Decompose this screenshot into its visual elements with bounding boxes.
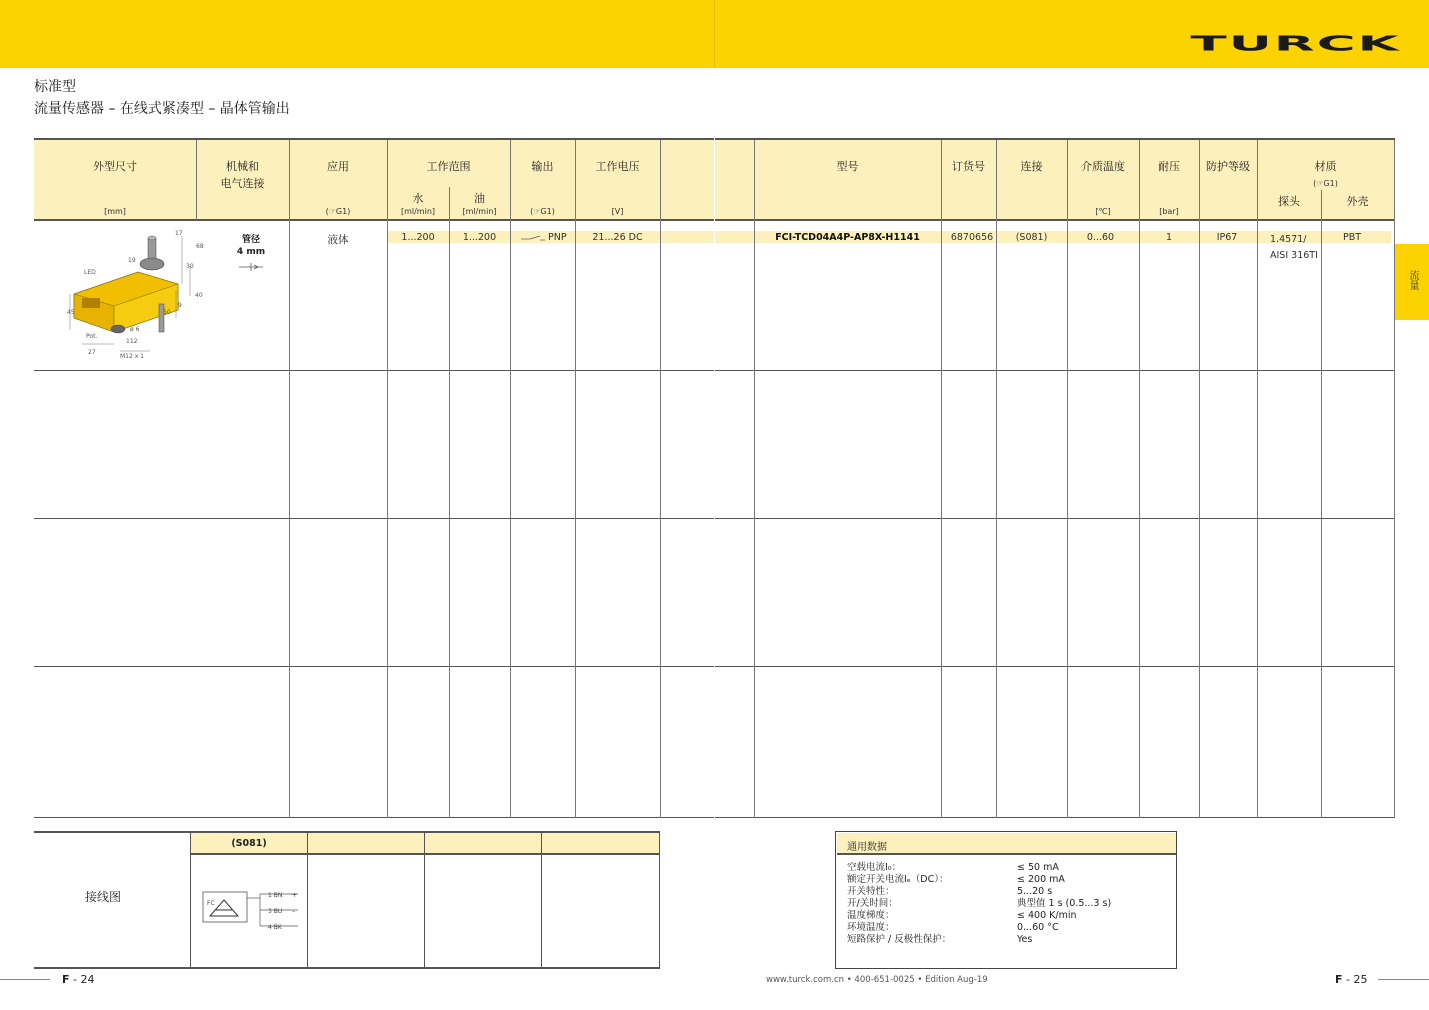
left-table-top-rule (34, 138, 714, 140)
gd-value: Yes (1017, 934, 1033, 945)
gd-label: 环境温度： (847, 922, 895, 933)
header-oil-unit: [ml/min] (462, 207, 497, 216)
fc-label: FC (207, 900, 215, 907)
footer-rule-right (1378, 979, 1429, 980)
gd-value: 5...20 s (1017, 886, 1053, 897)
row1-probe-1: 1.4571/ (1270, 234, 1307, 245)
row1-housing: PBT (1342, 232, 1362, 243)
gd-value: 0...60 °C (1017, 922, 1059, 933)
header-output-unit: (☞G1) (530, 207, 555, 216)
col-divider (424, 833, 425, 968)
header-dimensions: 外型尺寸 (93, 160, 137, 173)
general-data-row (847, 910, 1167, 922)
pin4-label: 4 BK (268, 924, 282, 931)
general-data-row (847, 874, 1167, 886)
pipe-symbol-icon (238, 262, 264, 272)
dim-68: 68 (196, 243, 204, 250)
header-probe: 探头 (1278, 195, 1300, 208)
pin1-sign: + (292, 892, 298, 899)
header-working-range: 工作范围 (426, 160, 471, 173)
wiring-diagram (200, 886, 304, 934)
header-application: 应用 (327, 160, 349, 173)
header-water: 水 (412, 192, 424, 205)
col-divider (510, 140, 511, 818)
row1-type: FCI-TCD04A4P-AP8X-H1141 (775, 232, 920, 243)
pin3-label: 3 BU (268, 908, 283, 915)
col-divider (659, 833, 660, 968)
header-voltage-unit: [V] (611, 207, 624, 216)
gd-label: 温度梯度： (847, 910, 895, 921)
col-divider (1321, 190, 1322, 818)
right-row-rule-3 (715, 666, 1395, 667)
left-row-rule-3 (34, 666, 714, 667)
general-data-row (847, 898, 1167, 910)
dim-30: 30 (186, 263, 194, 270)
dim-9: 9 (178, 302, 182, 309)
dim-40: 40 (195, 292, 203, 299)
dim-112: 112 (126, 338, 138, 345)
dim-pot: Pot. (86, 333, 98, 340)
header-medium-temp-unit: [℃] (1095, 207, 1111, 216)
dim-27: 27 (88, 349, 96, 356)
right-table-top-rule (715, 138, 1395, 140)
left-table-bottom-rule (34, 817, 714, 818)
col-divider (541, 833, 542, 968)
dim-19: 19 (128, 257, 136, 264)
row1-medium-temp: 0...60 (1086, 232, 1115, 243)
left-row-rule-1 (34, 370, 714, 371)
general-data-header (837, 833, 1176, 853)
header-output: 输出 (531, 160, 554, 173)
gd-value: ≤ 200 mA (1017, 874, 1065, 885)
page-num-left: - 24 (69, 973, 95, 986)
row1-oil: 1...200 (462, 232, 497, 243)
wiring-header-rule (191, 853, 660, 855)
right-row-rule-1 (715, 370, 1395, 371)
row1-ident: 6870656 (950, 232, 994, 243)
pin1-label: 1 BN (268, 892, 283, 899)
pin3-sign: – (292, 908, 295, 915)
general-data-row (847, 886, 1167, 898)
wiring-bottom-rule (34, 967, 660, 969)
header-material-ref: (☞G1) (1313, 179, 1338, 188)
col-divider (307, 833, 308, 968)
page-prefix-left: F (62, 973, 70, 986)
general-data-list (847, 862, 1167, 946)
page-num-right: - 25 (1342, 973, 1368, 986)
right-table-bottom-rule (715, 817, 1395, 818)
wiring-col-header: (S081) (231, 838, 267, 849)
gd-value: 典型值 1 s (0.5...3 s) (1017, 898, 1112, 909)
gd-label: 开关特性： (847, 886, 895, 897)
general-data-row (847, 862, 1167, 874)
title-line-2: 流量传感器 – 在线式紧凑型 – 晶体管输出 (34, 101, 290, 117)
header-mech-elec-2: 电气连接 (220, 177, 265, 190)
dim-50: 50 (163, 309, 171, 316)
dim-phi6: ø 6 (130, 326, 140, 333)
page-spine (714, 0, 715, 68)
row1-protection: IP67 (1216, 232, 1238, 243)
page-prefix-right: F (1335, 973, 1343, 986)
header-mech-elec (196, 158, 289, 192)
row1-connection[interactable]: (S081) (1015, 232, 1048, 243)
right-table-header-rule (715, 219, 1395, 221)
left-table-header-rule (34, 219, 714, 221)
col-divider (660, 140, 661, 818)
header-water-unit: [ml/min] (400, 207, 436, 216)
pipe-label: 管径 (241, 235, 260, 245)
dim-17: 17 (175, 230, 183, 237)
title-line-1: 标准型 (34, 79, 76, 95)
header-pressure: 耐压 (1158, 160, 1180, 173)
col-divider (1257, 140, 1258, 818)
header-ident: 订货号 (952, 160, 985, 173)
page-number-left (62, 973, 94, 986)
footer-rule-left (0, 979, 50, 980)
gd-label: 额定开关电流Iₑ（DC）： (847, 874, 949, 885)
general-data-row (847, 922, 1167, 934)
gd-label: 开/关时间： (847, 898, 898, 909)
page-number-right (1335, 973, 1367, 986)
row1-output: PNP (548, 232, 567, 243)
sensor-dimension-drawing (60, 226, 210, 362)
row1-pressure: 1 (1165, 232, 1173, 243)
header-medium-temp: 介质温度 (1081, 160, 1125, 173)
header-pressure-unit: [bar] (1159, 207, 1179, 216)
general-data-row (847, 934, 1167, 946)
header-dimensions-unit: [mm] (104, 207, 126, 216)
gd-value: ≤ 400 K/min (1017, 910, 1077, 921)
header-material: 材质 (1314, 160, 1337, 173)
switch-output-icon (520, 233, 546, 243)
pipe-value: 4 mm (236, 247, 266, 257)
page-title (34, 76, 290, 120)
left-row-rule-2 (34, 518, 714, 519)
dim-45: 45 (67, 309, 75, 316)
right-row-rule-2 (715, 518, 1395, 519)
wiring-label: 接线图 (85, 890, 122, 904)
side-tab-label: 流量 (1407, 270, 1418, 290)
col-divider (1394, 140, 1395, 818)
general-data-header-rule (837, 853, 1176, 855)
header-housing: 外壳 (1346, 195, 1369, 208)
row1-voltage: 21...26 DC (592, 232, 643, 243)
dim-led: LED (84, 269, 96, 276)
side-tab[interactable] (1394, 244, 1429, 320)
row1-probe-2: AISI 316TI (1270, 250, 1318, 261)
dim-thread: M12 x 1 (120, 353, 144, 360)
footer-contact[interactable]: www.turck.com.cn • 400-651-0025 • Edition Aug-19 (766, 975, 988, 985)
row1-application: 液体 (327, 234, 349, 246)
general-data-title: 通用数据 (847, 842, 887, 853)
header-oil: 油 (474, 192, 485, 205)
header-mech-elec-1: 机械和 (226, 160, 259, 173)
header-protection: 防护等级 (1206, 160, 1250, 173)
col-divider (449, 187, 450, 818)
gd-label: 空载电流I₀： (847, 862, 902, 873)
header-voltage: 工作电压 (595, 160, 640, 173)
turck-logo: TURCK (1190, 31, 1401, 56)
gd-value: ≤ 50 mA (1017, 862, 1059, 873)
header-type: 型号 (836, 160, 859, 173)
row1-water: 1...200 (401, 232, 435, 243)
header-connection: 连接 (1020, 160, 1043, 173)
gd-label: 短路保护 / 反极性保护： (847, 934, 952, 945)
header-application-unit: (☞G1) (325, 207, 351, 216)
col-divider (190, 833, 191, 968)
